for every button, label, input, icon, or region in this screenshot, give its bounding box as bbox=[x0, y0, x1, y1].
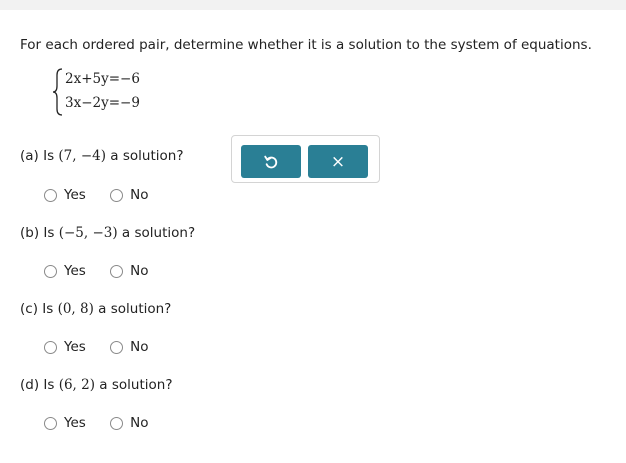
option-no[interactable] bbox=[110, 415, 148, 431]
option-no[interactable] bbox=[110, 339, 148, 355]
close-icon: × bbox=[330, 151, 346, 172]
question-a bbox=[20, 148, 184, 164]
equation-1: 2x+5y=−6 bbox=[65, 71, 140, 87]
answer-toolbox bbox=[231, 135, 380, 183]
ordered-pair: (−5, −3) bbox=[58, 225, 118, 241]
radio-button[interactable] bbox=[44, 417, 57, 430]
question-b bbox=[20, 225, 195, 241]
top-bar bbox=[0, 0, 626, 10]
question-prefix: (b) Is bbox=[20, 225, 59, 241]
ordered-pair: (6, 2) bbox=[58, 377, 95, 393]
undo-button[interactable] bbox=[241, 145, 301, 178]
equation-system bbox=[52, 67, 162, 117]
option-label: Yes bbox=[64, 187, 86, 203]
question-prefix: (d) Is bbox=[20, 377, 59, 393]
ordered-pair: (0, 8) bbox=[57, 301, 94, 317]
options-d bbox=[44, 415, 168, 434]
option-label: No bbox=[130, 263, 149, 279]
question-suffix: a solution? bbox=[117, 225, 196, 241]
brace-icon bbox=[52, 67, 64, 117]
ordered-pair: (7, −4) bbox=[58, 148, 107, 164]
option-no[interactable] bbox=[110, 263, 148, 279]
question-suffix: a solution? bbox=[106, 148, 184, 164]
option-label: No bbox=[130, 339, 149, 355]
question-prefix: (a) Is bbox=[20, 148, 59, 164]
option-yes[interactable] bbox=[44, 339, 86, 355]
option-label: No bbox=[130, 187, 149, 203]
radio-button[interactable] bbox=[110, 417, 123, 430]
radio-button[interactable] bbox=[44, 341, 57, 354]
radio-button[interactable] bbox=[110, 265, 123, 278]
options-b bbox=[44, 263, 168, 282]
clear-button[interactable] bbox=[308, 145, 368, 178]
question-suffix: a solution? bbox=[95, 377, 173, 393]
options-a bbox=[44, 187, 168, 206]
option-yes[interactable] bbox=[44, 187, 86, 203]
equation-2: 3x−2y=−9 bbox=[65, 95, 140, 111]
option-label: Yes bbox=[64, 339, 86, 355]
radio-button[interactable] bbox=[44, 265, 57, 278]
undo-icon bbox=[263, 154, 279, 170]
options-c bbox=[44, 339, 168, 358]
radio-button[interactable] bbox=[110, 189, 123, 202]
option-label: No bbox=[130, 415, 149, 431]
question-suffix: a solution? bbox=[93, 301, 172, 317]
option-yes[interactable] bbox=[44, 415, 86, 431]
option-yes[interactable] bbox=[44, 263, 86, 279]
question-c bbox=[20, 301, 171, 317]
question-prefix: (c) Is bbox=[20, 301, 58, 317]
radio-button[interactable] bbox=[44, 189, 57, 202]
question-d bbox=[20, 377, 172, 393]
option-label: Yes bbox=[64, 263, 86, 279]
option-no[interactable] bbox=[110, 187, 148, 203]
option-label: Yes bbox=[64, 415, 86, 431]
instructions: For each ordered pair, determine whether it is a solution to the system of equations. bbox=[20, 37, 592, 53]
radio-button[interactable] bbox=[110, 341, 123, 354]
